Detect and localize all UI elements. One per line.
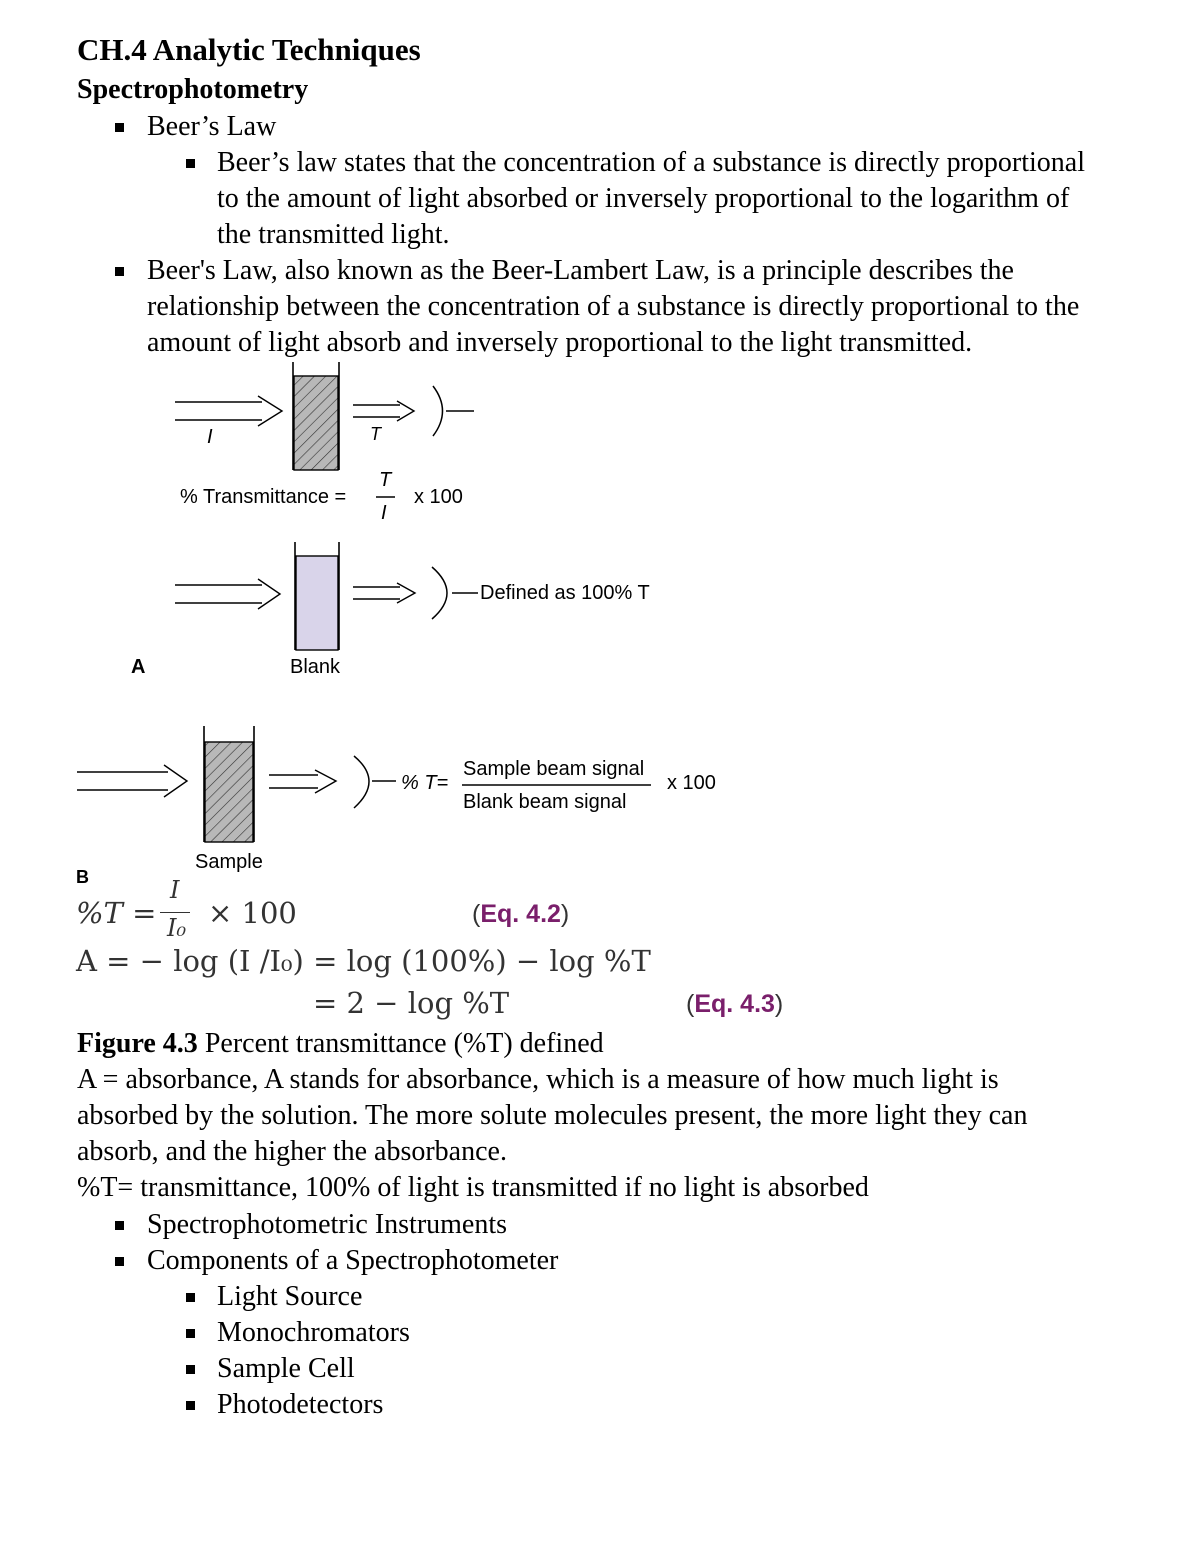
panel-a-label: A xyxy=(131,656,146,678)
eq-absorbance-line: A = − log (I /I₀) = log (100%) − log %T xyxy=(76,944,651,978)
panel-b-label: B xyxy=(76,867,89,887)
transmitted-beam-arrow xyxy=(269,770,336,793)
caption-text: Percent transmittance (%T) defined xyxy=(197,1028,604,1059)
transmittance-text-line: %T= transmittance, 100% of light is transmitted if no light is absorbed xyxy=(77,1172,869,1203)
eq-denominator: I₀ xyxy=(167,914,187,942)
eq-4-2-ref: (Eq. 4.2) xyxy=(472,900,570,928)
bullet-components: Components of a Spectrophotometer xyxy=(147,1245,559,1276)
eq-percent-t-lhs: %T = xyxy=(76,896,157,930)
beers-law-definition-line: Beer's Law, also known as the Beer-Lambert Law, is a principle describes the xyxy=(147,255,1014,286)
blank-signal-label: Blank beam signal xyxy=(463,791,627,813)
bullet-marker xyxy=(186,1365,195,1374)
transmitted-intensity-label: T xyxy=(370,424,381,444)
beers-law-statement-line: the transmitted light. xyxy=(217,219,450,250)
eq-numerator: I xyxy=(170,876,180,904)
absorbance-text-line: absorb, and the higher the absorbance. xyxy=(77,1136,507,1167)
detector-icon xyxy=(354,756,396,808)
caption-figure-number: Figure 4.3 xyxy=(77,1028,198,1059)
transmitted-beam-arrow xyxy=(353,401,414,421)
bullet-marker xyxy=(186,1293,195,1302)
component-sample-cell: Sample Cell xyxy=(217,1353,355,1384)
component-light-source: Light Source xyxy=(217,1281,363,1312)
blank-label: Blank xyxy=(290,656,341,678)
bullet-marker xyxy=(115,1221,124,1230)
incident-intensity-label: I xyxy=(207,426,213,448)
absorbance-text-line: absorbed by the solution. The more solute molecules present, the more light they can xyxy=(77,1100,1028,1131)
sample-cuvette xyxy=(204,726,254,842)
sample-cuvette xyxy=(293,362,339,470)
bullet-marker xyxy=(186,1329,195,1338)
beers-law-heading: Beer’s Law xyxy=(147,111,277,142)
bullet-marker xyxy=(115,1257,124,1266)
eq-times-100: × 100 xyxy=(208,896,297,930)
detector-icon xyxy=(432,567,478,619)
eq-fraction-bar xyxy=(160,912,190,913)
beers-law-definition-line: amount of light absorb and inversely proportional to the light transmitted. xyxy=(147,327,973,358)
beers-law-statement-line: to the amount of light absorbed or inversely proportional to the logarithm of xyxy=(217,183,1070,214)
blank-cuvette xyxy=(295,542,339,650)
multiply-100-label: x 100 xyxy=(414,486,463,508)
beers-law-statement-line: Beer’s law states that the concentration of a substance is directly proportional xyxy=(217,147,1085,178)
section-heading: Spectrophotometry xyxy=(77,74,309,105)
detector-icon xyxy=(433,386,474,436)
percent-t-label: % T= xyxy=(401,772,449,794)
transmittance-label: % Transmittance = xyxy=(180,486,347,508)
sample-label: Sample xyxy=(195,851,263,873)
eq-absorbance-simplified: = 2 − log %T xyxy=(313,986,510,1020)
page-title: CH.4 Analytic Techniques xyxy=(77,32,421,67)
multiply-100-label: x 100 xyxy=(667,772,716,794)
incident-beam-arrow xyxy=(77,765,187,797)
fraction-numerator: T xyxy=(379,469,392,491)
defined-as-label: Defined as 100% T xyxy=(480,582,650,604)
eq-4-3-ref: (Eq. 4.3) xyxy=(686,990,784,1018)
beers-law-definition-line: relationship between the concentration of a substance is directly proportional to the xyxy=(147,291,1080,322)
bullet-instruments: Spectrophotometric Instruments xyxy=(147,1209,508,1240)
figure-caption xyxy=(77,1026,604,1062)
incident-beam-arrow xyxy=(175,396,282,426)
incident-beam-arrow xyxy=(175,579,280,609)
absorbance-text-line: A = absorbance, A stands for absorbance, which is a measure of how much light is xyxy=(77,1064,999,1095)
bullet-marker xyxy=(186,1401,195,1410)
transmitted-beam-arrow xyxy=(353,583,415,603)
component-photodetectors: Photodetectors xyxy=(217,1389,384,1420)
sample-signal-label: Sample beam signal xyxy=(463,758,645,780)
component-monochromators: Monochromators xyxy=(217,1317,410,1348)
fraction-denominator: I xyxy=(381,502,387,524)
